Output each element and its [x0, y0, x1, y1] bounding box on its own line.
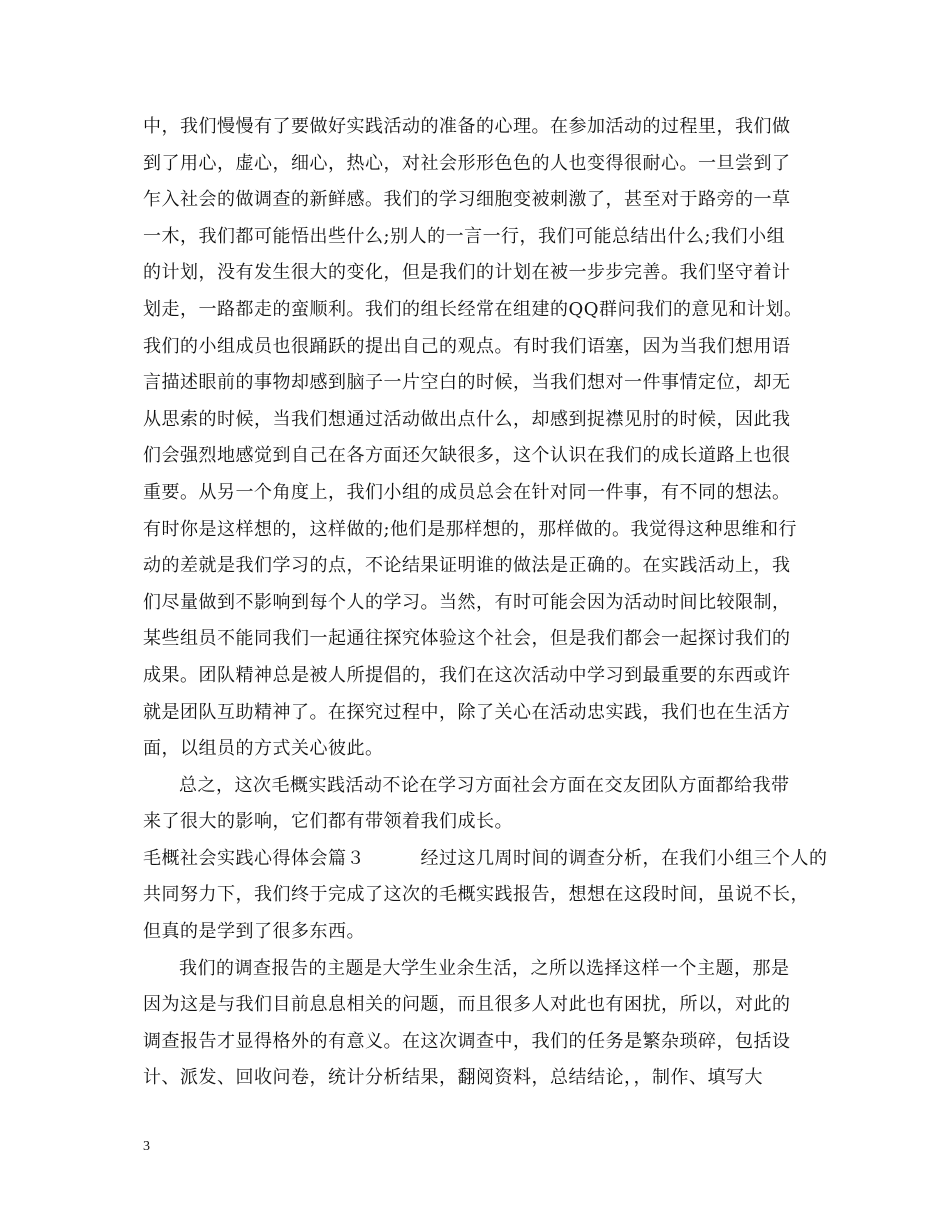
text-line: 面，以组员的方式关心彼此。	[143, 738, 384, 760]
text-line: 成果。团队精神总是被人所提倡的，我们在这次活动中学习到最重要的东西或许	[143, 664, 791, 686]
text-line: 的计划，没有发生很大的变化，但是我们的计划在被一步步完善。我们坚守着计	[143, 262, 791, 284]
text-line: 总之，这次毛概实践活动不论在学习方面社会方面在交友团队方面都给我带	[179, 774, 790, 796]
text-line: 某些组员不能同我们一起通往探究体验这个社会，但是我们都会一起探讨我们的	[143, 628, 791, 650]
page-number: 3	[143, 1139, 150, 1154]
text-line: 但真的是学到了很多东西。	[143, 921, 365, 943]
text-line: 我们的小组成员也很踊跃的提出自己的观点。有时我们语塞，因为当我们想用语	[143, 335, 791, 357]
text-line: 因为这是与我们目前息息相关的问题，而且很多人对此也有困扰，所以，对此的	[143, 994, 791, 1016]
text-line: 到了用心，虚心，细心，热心，对社会形形色色的人也变得很耐心。一旦尝到了	[143, 152, 791, 174]
text-line: 划走，一路都走的蛮顺利。我们的组长经常在组建的QQ群问我们的意见和计划。	[143, 298, 803, 320]
text-line: 就是团队互助精神了。在探究过程中，除了关心在活动忠实践，我们也在生活方	[143, 701, 791, 723]
text-line: 动的差就是我们学习的点，不论结果证明谁的做法是正确的。在实践活动上，我	[143, 555, 791, 577]
text-line: 调查报告才显得格外的有意义。在这次调查中，我们的任务是繁杂琐碎，包括设	[143, 1030, 791, 1052]
text-line: 来了很大的影响，它们都有带领着我们成长。	[143, 811, 513, 833]
text-line: 我们的调查报告的主题是大学生业余生活，之所以选择这样一个主题，那是	[179, 957, 790, 979]
text-line: 从思索的时候，当我们想通过活动做出点什么，却感到捉襟见肘的时候，因此我	[143, 408, 791, 430]
text-line: 乍入社会的做调查的新鲜感。我们的学习细胞变被刺激了，甚至对于路旁的一草	[143, 189, 791, 211]
text-line: 中，我们慢慢有了要做好实践活动的准备的心理。在参加活动的过程里，我们做	[143, 116, 791, 137]
body-text	[143, 109, 828, 1097]
text-line: 计、派发、回收问卷，统计分析结果，翻阅资料，总结结论，，制作、填写大	[143, 1067, 763, 1089]
text-line: 们尽量做到不影响到每个人的学习。当然，有时可能会因为活动时间比较限制，	[143, 591, 791, 613]
text-line: 有时你是这样想的，这样做的;他们是那样想的，那样做的。我觉得这种思维和行	[143, 518, 798, 540]
text-line: 毛概社会实践心得体会篇３ 经过这几周时间的调查分析，在我们小组三个人的	[143, 847, 828, 869]
text-line: 言描述眼前的事物却感到脑子一片空白的时候，当我们想对一件事情定位，却无	[143, 372, 791, 394]
text-line: 们会强烈地感觉到自己在各方面还欠缺很多，这个认识在我们的成长道路上也很	[143, 445, 791, 467]
text-line: 一木，我们都可能悟出些什么;别人的一言一行，我们可能总结出什么;我们小组	[143, 225, 786, 247]
text-line: 共同努力下，我们终于完成了这次的毛概实践报告，想想在这段时间，虽说不长，	[143, 884, 809, 906]
text-line: 重要。从另一个角度上，我们小组的成员总会在针对同一件事，有不同的想法。	[143, 481, 791, 503]
